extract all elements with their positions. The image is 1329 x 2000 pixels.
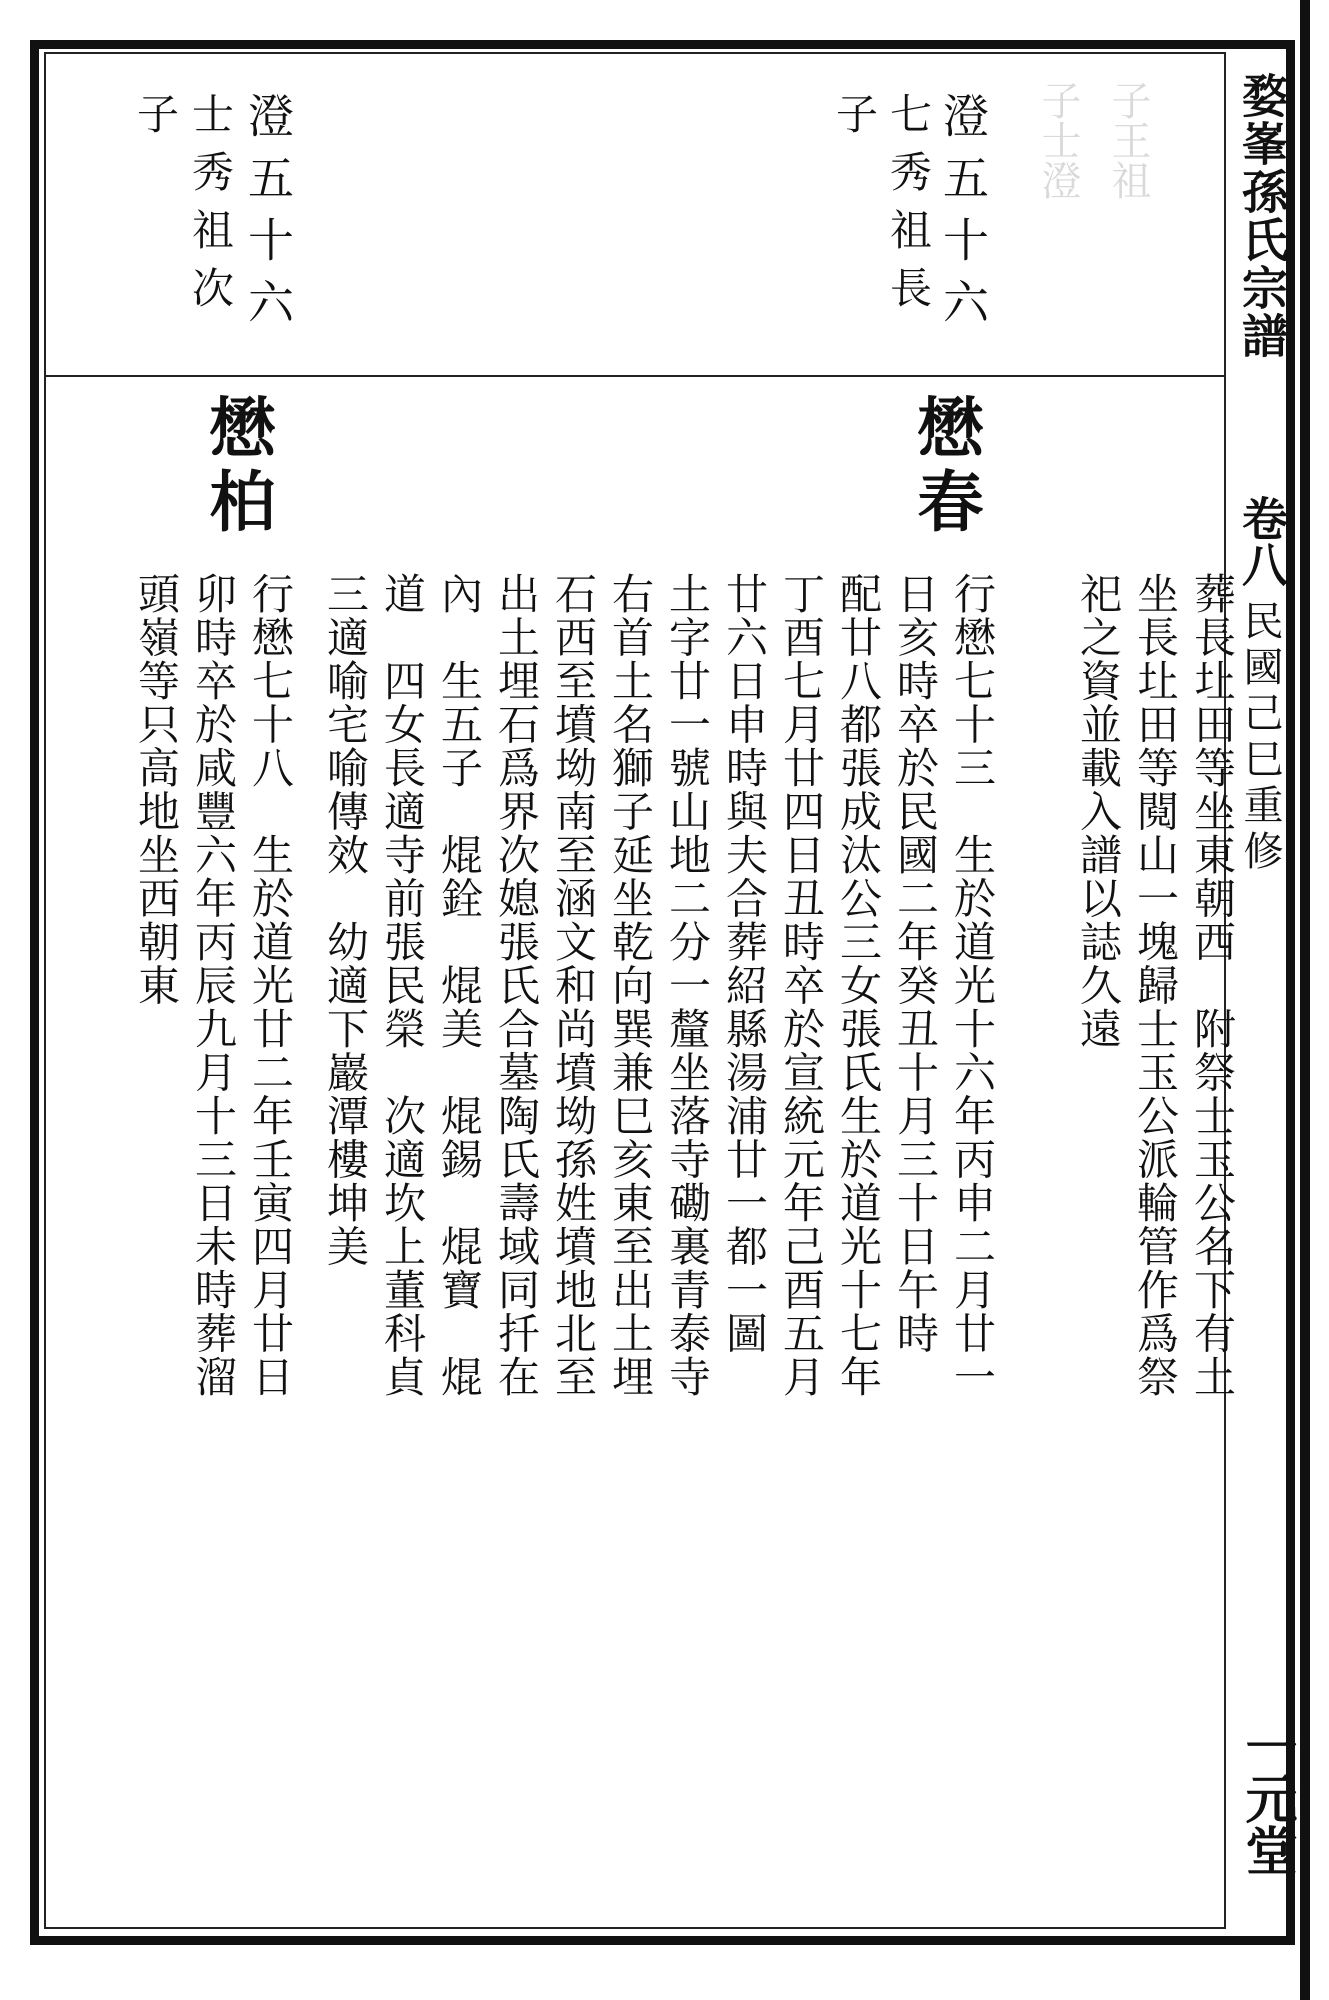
volume-label: 卷八	[1235, 495, 1289, 587]
body-column: 三適喻宅喻傳效 幼適下巖潭樓坤美	[321, 572, 370, 1268]
person-name-2: 懋柏	[198, 393, 276, 541]
body-column: 配廿八都張成汰公三女張氏生於道光十七年	[834, 572, 883, 1399]
body-column: 坐長圵田等䦧山一塊歸士玉公派輪管作爲祭	[1131, 572, 1180, 1399]
body-column: 卯時卒於咸豐六年丙辰九月十三日未時葬溜	[189, 572, 238, 1399]
header-rank-2: 子	[131, 92, 180, 134]
body-column: 出土埋石爲界次媳張氏合墓陶氏壽域同扦在	[492, 572, 541, 1399]
header-generation-2: 澄五十六	[241, 92, 295, 340]
header-generation-1: 澄五十六	[936, 92, 990, 340]
publisher-label: 一元堂	[1236, 1720, 1297, 1876]
body-column: 行懋七十三 生於道光十六年丙申二月廿一	[948, 572, 997, 1399]
body-column: 丁酉七月廿四日丑時卒於宣統元年己酉五月	[777, 572, 826, 1399]
body-column: 葬長圵田等坐東朝西 附祭士玉公名下有土	[1188, 572, 1237, 1399]
body-column: 祀之資並載入譜以誌久遠	[1074, 572, 1123, 1051]
body-column: 石西至墳坳南至涵文和尚墳坳孫姓墳地北至	[549, 572, 598, 1399]
bleed-through-text: 子王祖	[1105, 80, 1151, 200]
header-lineage-2: 士秀祖次	[186, 92, 235, 324]
book-title: 婺峯孫氏宗譜	[1235, 72, 1289, 360]
person-name-1: 懋春	[906, 393, 984, 541]
body-column: 行懋七十八 生於道光廿二年壬寅四月廿日	[246, 572, 295, 1399]
body-column: 內 生五子 焜銓 焜美 焜錫 焜寶 焜	[435, 572, 484, 1399]
header-lineage-1: 七秀祖長	[884, 92, 933, 324]
register-divider-line	[46, 375, 1224, 377]
body-column: 道 四女長適寺前張民榮 次適坎上董科貞	[378, 572, 427, 1399]
body-column: 土字廿一號山地二分一釐坐落寺磡裏青泰寺	[663, 572, 712, 1399]
body-column: 頭嶺等只高地坐西朝東	[132, 572, 181, 1007]
bleed-through-text: 子士澄	[1035, 80, 1081, 200]
body-column: 日亥時卒於民國二年癸丑十月三十日午時	[891, 572, 940, 1355]
page-edge-bar	[1300, 0, 1310, 2000]
edition-label: 民國己巳重修	[1237, 600, 1283, 876]
body-column: 右首土名獅子延坐乾向巽兼巳亥東至出土埋	[606, 572, 655, 1399]
body-column: 廿六日申時與夫合葬紹縣湯浦廿一都一圖	[720, 572, 769, 1355]
header-rank-1: 子	[830, 92, 879, 134]
